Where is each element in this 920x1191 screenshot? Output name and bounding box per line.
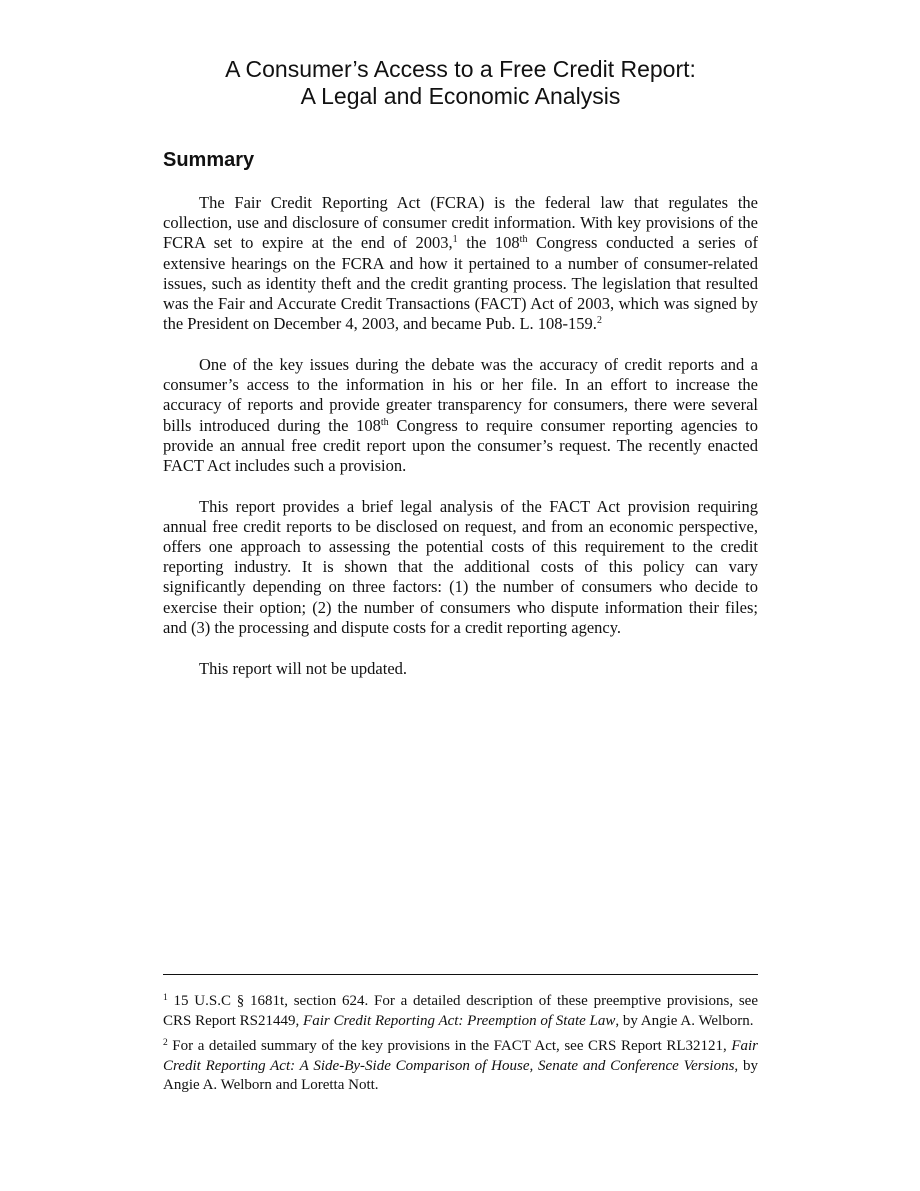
p2-text-b: Congress to require consumer reporting agencies to provide an annual free credit report upon the consumer’s request. The recently enacted FACT Act includes such a provision. bbox=[163, 415, 758, 475]
summary-paragraph-3: This report provides a brief legal analysis of the FACT Act provision requiring annual free credit reports to be disclosed on request, and from an economic perspective, offers one approach to assessing the potential costs of this requirement to the credit reporting industry. It is shown that the additional costs of this policy can vary significantly depending on three factors: (1) the number of consumers who decide to exercise their option; (2) the number of consumers who dispute information their files; and (3) the processing and dispute costs for a credit reporting agency. bbox=[163, 496, 758, 637]
ordinal-suffix: th bbox=[519, 234, 528, 246]
p2-text-a: One of the key issues during the debate was the accuracy of credit reports and a consumer’s access to the information in his or her file. In an effort to increase the accuracy of reports and provide greater transparency for consumers, there were several bills introduced during the 108 bbox=[163, 354, 758, 435]
footnote-1 bbox=[163, 992, 758, 1031]
footnote-ref-1: 1 bbox=[452, 234, 458, 246]
summary-body bbox=[163, 193, 758, 699]
summary-paragraph-2 bbox=[163, 355, 758, 476]
footnote-2 bbox=[163, 1037, 758, 1096]
p1-text-c: Congress conducted a series of extensive hearings on the FCRA and how it pertained to a number of consumer-related issues, such as identity theft and the credit granting process. The legislation that resulted was the Fair and Accurate Credit Transactions (FACT) Act of 2003, which was signed by the President on December 4, 2003, and became Pub. L. 108-159. bbox=[163, 233, 759, 334]
summary-heading: Summary bbox=[163, 149, 255, 171]
footnote-cited-title: Fair Credit Reporting Act: A Side-By-Side Comparison of House, Senate and Conference Versions bbox=[163, 1038, 758, 1074]
summary-paragraph-4: This report will not be updated. bbox=[199, 658, 408, 678]
footnote-text: For a detailed summary of the key provisions in the FACT Act, see CRS Report RL32121, bbox=[167, 1038, 732, 1054]
p1-text-a: The Fair Credit Reporting Act (FCRA) is the federal law that regulates the collection, use and disclosure of consumer credit information. With key provisions of the FCRA set to expire at the end of 2003, bbox=[163, 193, 758, 253]
footnote-number: 2 bbox=[163, 1038, 168, 1048]
p1-text-b: the 108 bbox=[457, 233, 520, 253]
footnote-text-end: , by Angie A. Welborn. bbox=[615, 1012, 754, 1029]
footnote-text: 15 U.S.C § 1681t, section 624. For a detailed description of these preemptive provisions, see CRS Report RS21449, bbox=[163, 993, 758, 1029]
ordinal-suffix: th bbox=[380, 416, 389, 428]
summary-paragraph-1 bbox=[163, 193, 758, 334]
footnote-number: 1 bbox=[163, 993, 168, 1003]
footnote-text-end: , by Angie A. Welborn and Loretta Nott. bbox=[163, 1057, 758, 1093]
page-title bbox=[163, 56, 758, 110]
footnote-ref-2: 2 bbox=[596, 315, 602, 327]
footnote-divider bbox=[163, 974, 758, 975]
footnotes bbox=[163, 992, 758, 1102]
footnote-cited-title: Fair Credit Reporting Act: Preemption of State Law bbox=[303, 1012, 616, 1029]
title-line-1: A Consumer’s Access to a Free Credit Report: bbox=[225, 56, 696, 82]
title-line-2: A Legal and Economic Analysis bbox=[300, 83, 621, 109]
